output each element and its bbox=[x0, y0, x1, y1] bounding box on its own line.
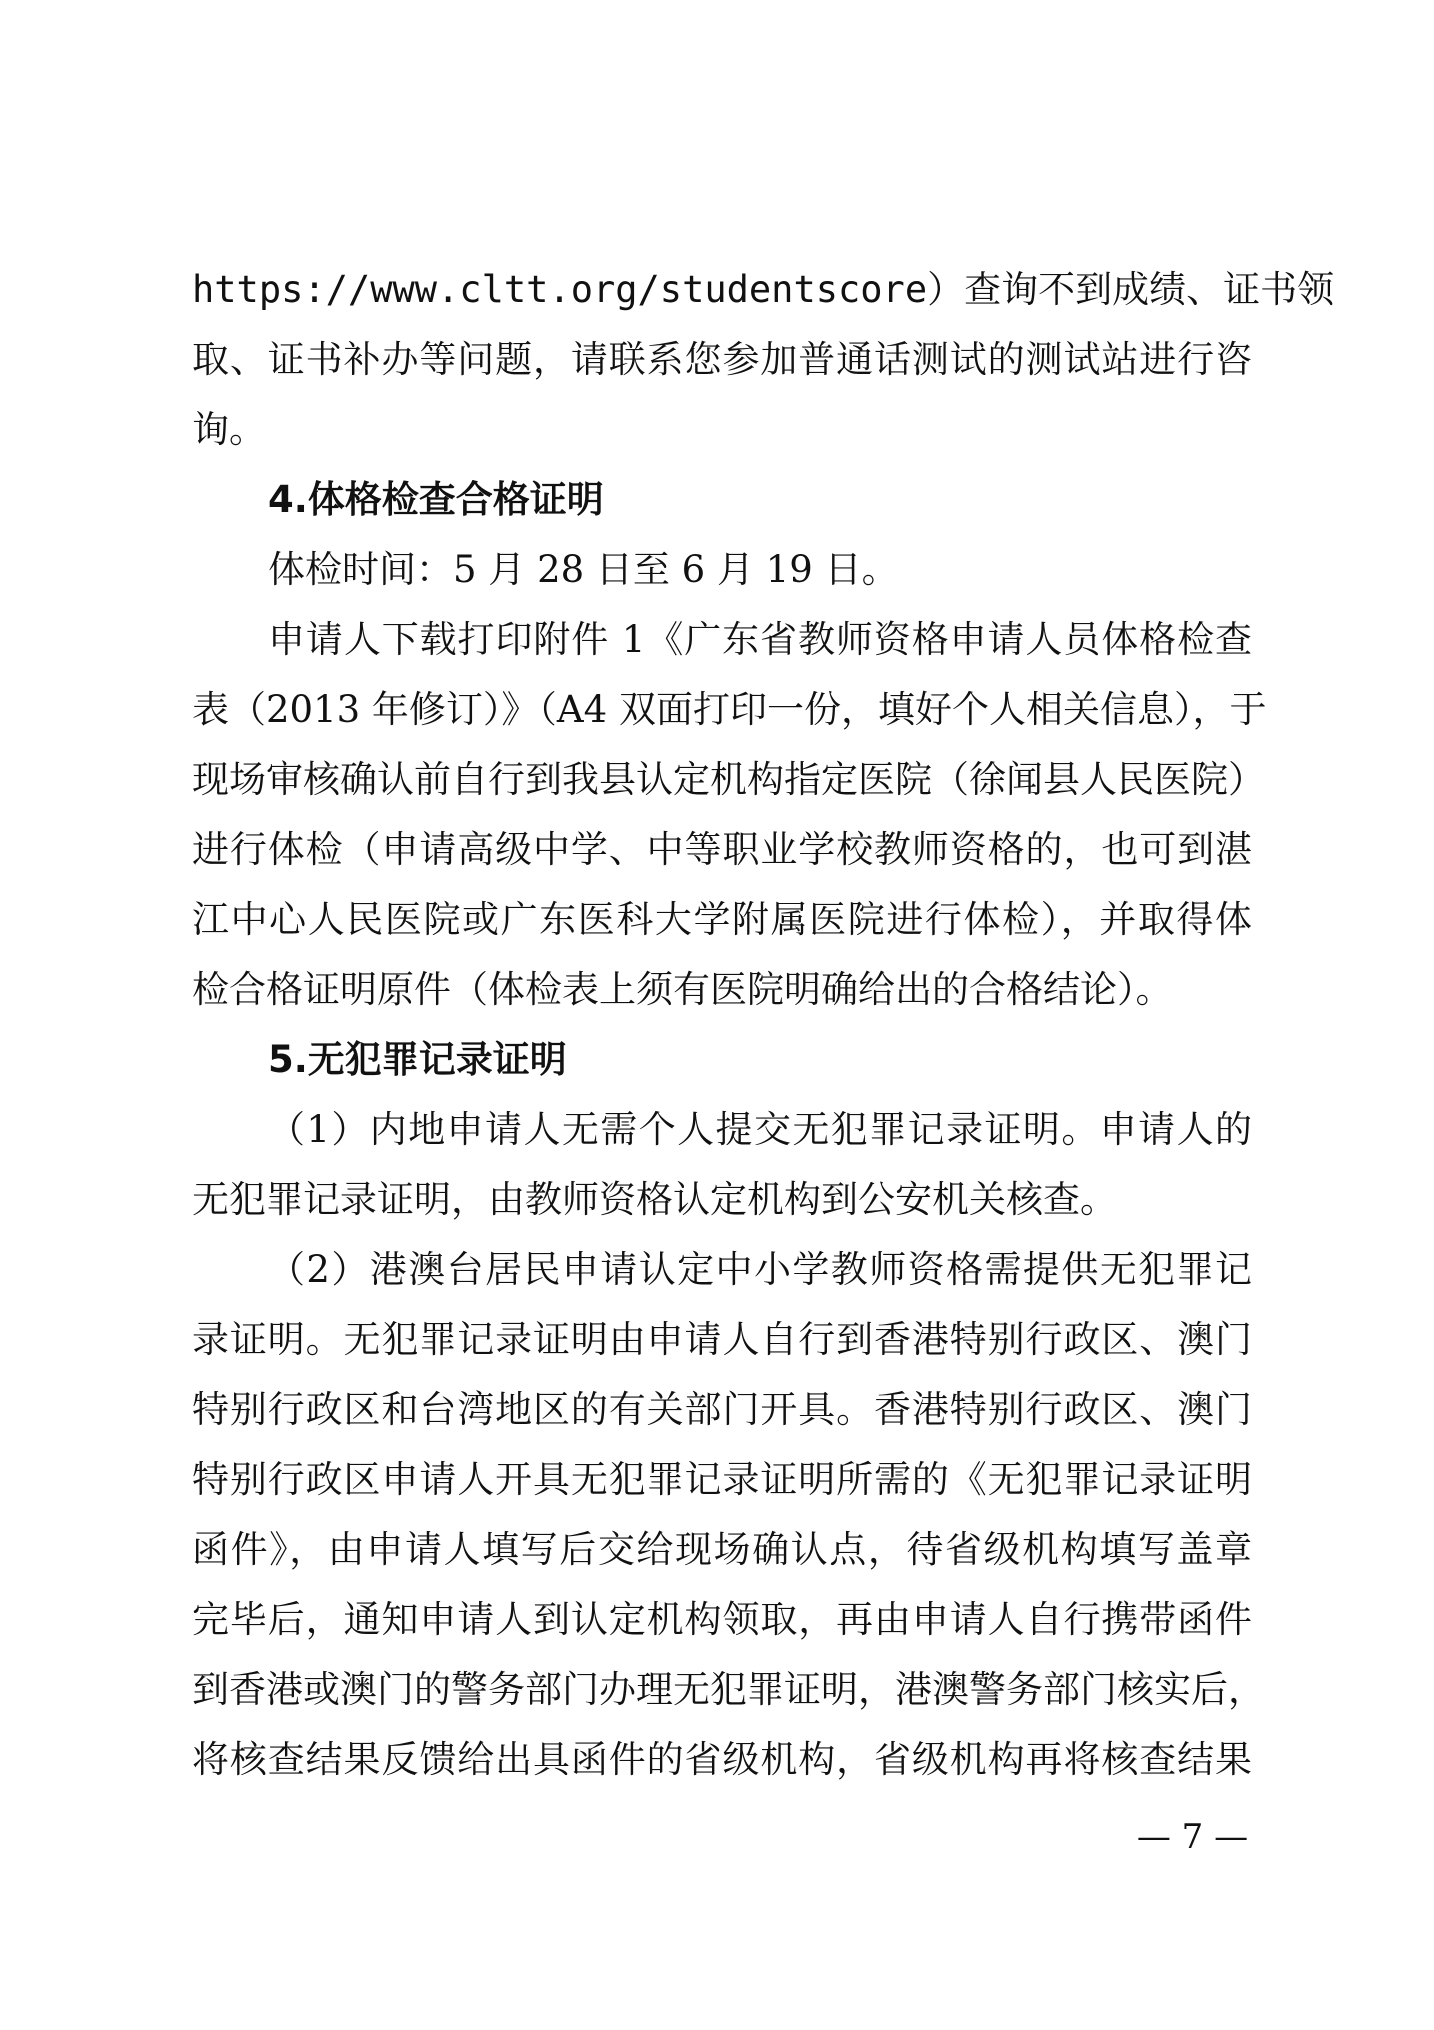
paragraph-text: ）查询不到成绩、证书领 bbox=[927, 268, 1335, 311]
paragraph-line: （1）内地申请人无需个人提交无犯罪记录证明。申请人的 bbox=[268, 1108, 1252, 1151]
paragraph-line: （2）港澳台居民申请认定中小学教师资格需提供无犯罪记 bbox=[268, 1248, 1252, 1291]
paragraph-line: 表（2013 年修订）》（A4 双面打印一份，填好个人相关信息），于 bbox=[192, 688, 1267, 731]
paragraph-line: 录证明。无犯罪记录证明由申请人自行到香港特别行政区、澳门 bbox=[192, 1318, 1252, 1361]
page-number: — 7 — bbox=[1136, 1817, 1249, 1857]
paragraph-line: 特别行政区和台湾地区的有关部门开具。香港特别行政区、澳门 bbox=[192, 1388, 1252, 1431]
paragraph-line: 江中心人民医院或广东医科大学附属医院进行体检），并取得体 bbox=[192, 898, 1252, 941]
url-text: https://www.cltt.org/studentscore bbox=[192, 268, 928, 311]
paragraph-line bbox=[192, 255, 1335, 325]
paragraph-line: 取、证书补办等问题，请联系您参加普通话测试的测试站进行咨 bbox=[192, 338, 1252, 381]
exam-time-line: 体检时间：5 月 28 日至 6 月 19 日。 bbox=[268, 548, 899, 591]
paragraph-line: 申请人下载打印附件 1《广东省教师资格申请人员体格检查 bbox=[268, 618, 1252, 661]
paragraph-line: 检合格证明原件（体检表上须有医院明确给出的合格结论）。 bbox=[192, 968, 1173, 1011]
paragraph-line: 将核查结果反馈给出具函件的省级机构，省级机构再将核查结果 bbox=[192, 1738, 1252, 1781]
paragraph-line: 完毕后，通知申请人到认定机构领取，再由申请人自行携带函件 bbox=[192, 1598, 1252, 1641]
paragraph-line: 无犯罪记录证明，由教师资格认定机构到公安机关核查。 bbox=[192, 1178, 1117, 1221]
paragraph-line: 询。 bbox=[192, 408, 266, 451]
paragraph-line: 特别行政区申请人开具无犯罪记录证明所需的《无犯罪记录证明 bbox=[192, 1458, 1252, 1501]
section-heading-5: 5.无犯罪记录证明 bbox=[268, 1038, 567, 1081]
paragraph-line: 进行体检（申请高级中学、中等职业学校教师资格的，也可到湛 bbox=[192, 828, 1252, 871]
paragraph-line: 到香港或澳门的警务部门办理无犯罪证明，港澳警务部门核实后， bbox=[192, 1668, 1265, 1711]
section-heading-4: 4.体格检查合格证明 bbox=[268, 478, 604, 521]
paragraph-line: 函件》，由申请人填写后交给现场确认点，待省级机构填写盖章 bbox=[192, 1528, 1252, 1571]
paragraph-line: 现场审核确认前自行到我县认定机构指定医院（徐闻县人民医院） bbox=[192, 758, 1265, 801]
